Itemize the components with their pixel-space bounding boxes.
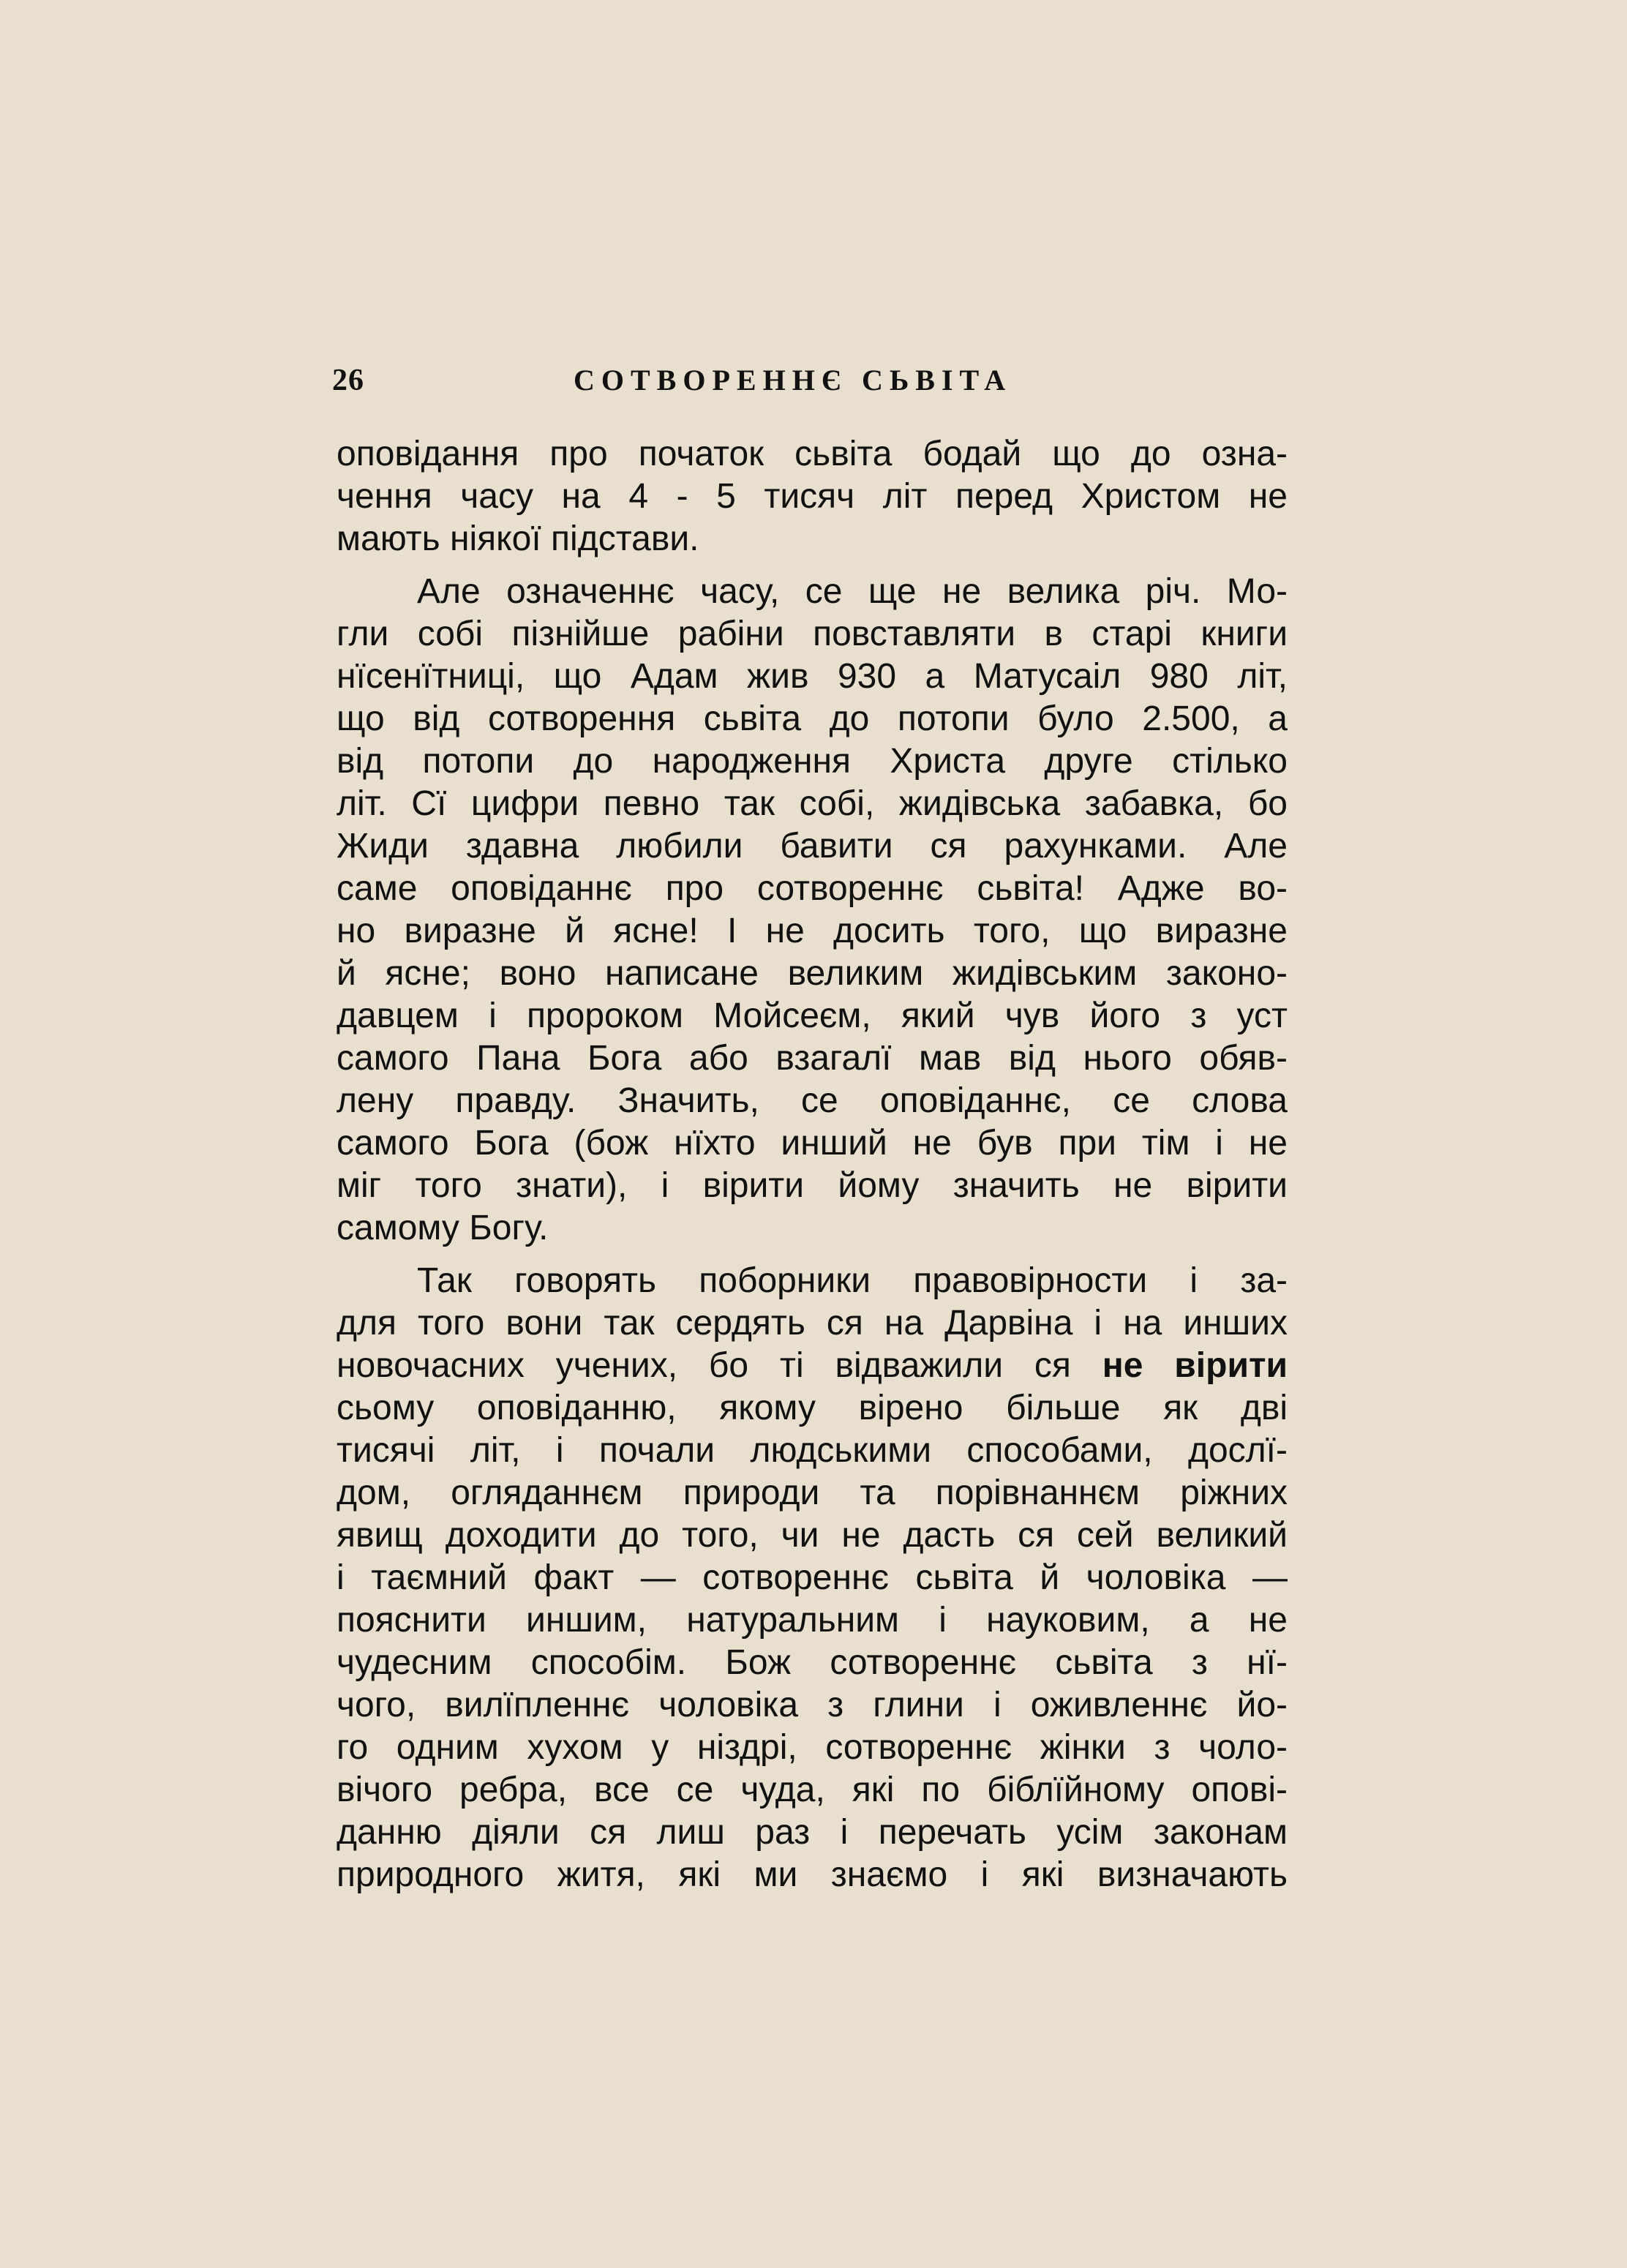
text-line: літ. Сї цифри певно так собі, жидівська забавка, бо bbox=[337, 784, 1288, 823]
text-line: Жиди здавна любили бавити ся рахунками. Але bbox=[337, 827, 1288, 865]
text-line: давцем і пророком Мойсеєм, який чув його з уст bbox=[337, 996, 1288, 1035]
text-line: і таємний факт — сотвореннє сьвіта й чоловіка — bbox=[337, 1558, 1288, 1597]
body-text bbox=[337, 433, 1288, 1907]
text-run: новочасних учених, бо ті відважили ся bbox=[337, 1346, 1102, 1385]
text-line: самого Бога (бож нїхто инший не був при тім і не bbox=[337, 1124, 1288, 1163]
text-line: сьому оповіданню, якому вірено більше як дві bbox=[337, 1389, 1288, 1427]
text-line bbox=[337, 1345, 1288, 1387]
text-line: самому Богу. bbox=[337, 1209, 549, 1247]
text-line: мають ніякої підстави. bbox=[337, 519, 699, 558]
text-line: чого, вилїпленнє чоловіка з глини і оживленнє йо- bbox=[337, 1686, 1288, 1724]
text-line: від потопи до народження Христа друге стілько bbox=[337, 742, 1288, 781]
text-line: міг того знати), і вірити йому значить не вірити bbox=[337, 1166, 1288, 1205]
text-line: Але означеннє часу, се ще не велика річ. Мо- bbox=[417, 572, 1288, 611]
text-line: явищ доходити до того, чи не дасть ся сей великий bbox=[337, 1516, 1288, 1555]
text-line: лену правду. Значить, се оповіданнє, се слова bbox=[337, 1081, 1288, 1120]
text-line: Так говорять поборники правовірности і за- bbox=[417, 1261, 1288, 1300]
paragraph-1 bbox=[337, 433, 1288, 560]
text-line: вічого ребра, все се чуда, які по біблїйному опові- bbox=[337, 1771, 1288, 1809]
text-line: оповідання про початок сьвіта бодай що до озна- bbox=[337, 435, 1288, 473]
text-line: пояснити иншим, натуральним і науковим, а не bbox=[337, 1601, 1288, 1640]
text-line: для того вони так сердять ся на Дарвіна і на инших bbox=[337, 1304, 1288, 1343]
text-line: го одним хухом у ніздрі, сотвореннє жінки з чоло- bbox=[337, 1728, 1288, 1767]
text-line: тисячі літ, і почали людськими способами, дослї- bbox=[337, 1431, 1288, 1470]
text-line: но виразне й ясне! І не досить того, що виразне bbox=[337, 912, 1288, 950]
text-line: чення часу на 4 - 5 тисяч літ перед Христом не bbox=[337, 477, 1288, 516]
text-line: гли собі пізнійше рабіни повставляти в старі книги bbox=[337, 615, 1288, 653]
text-line: самого Пана Бога або взагалї мав від нього обяв- bbox=[337, 1039, 1288, 1078]
text-line: що від сотворення сьвіта до потопи було 2.500, а bbox=[337, 699, 1288, 738]
text-line: саме оповіданнє про сотвореннє сьвіта! Адже во- bbox=[337, 869, 1288, 908]
text-line: данню діяли ся лиш раз і перечать усім законам bbox=[337, 1813, 1288, 1852]
paragraph-2 bbox=[337, 571, 1288, 1250]
text-line: нїсенїтниці, що Адам жив 930 а Матусаіл 980 літ, bbox=[337, 657, 1288, 696]
text-line: чудесним способім. Бож сотвореннє сьвіта з нї- bbox=[337, 1643, 1288, 1682]
emphasized-text: не вірити bbox=[1102, 1346, 1288, 1385]
text-line: природного житя, які ми знаємо і які визначають bbox=[337, 1855, 1288, 1894]
text-line: дом, огляданнєм природи та порівнаннєм ріжних bbox=[337, 1473, 1288, 1512]
paragraph-3 bbox=[337, 1260, 1288, 1896]
page-number: 26 bbox=[332, 364, 364, 397]
running-title: СОТВОРЕННЄ СЬВІТА bbox=[574, 364, 1012, 397]
running-head bbox=[332, 363, 1288, 407]
text-line: й ясне; воно написане великим жидівським законо- bbox=[337, 954, 1288, 993]
